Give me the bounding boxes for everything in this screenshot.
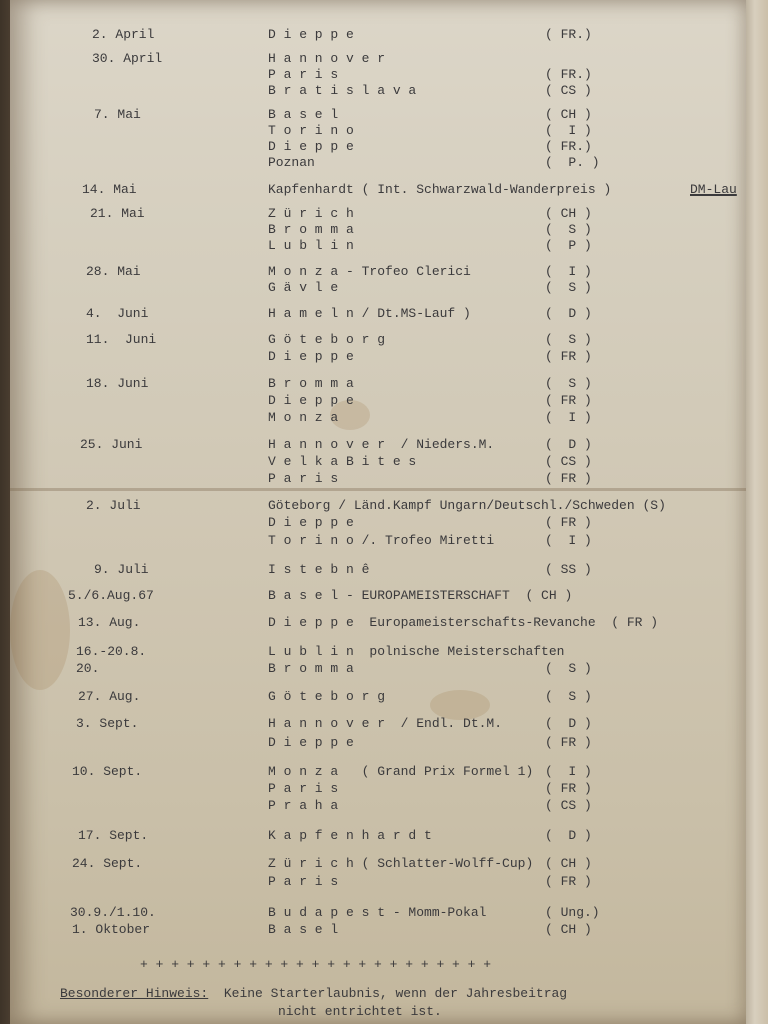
schedule-entry — [10, 561, 746, 579]
entry-place: P a r i s — [268, 67, 339, 82]
entry-country-code: ( S ) — [545, 222, 592, 237]
page-edge — [746, 0, 768, 1024]
entry-country-code: ( I ) — [545, 410, 592, 425]
entry-date: 30.9./1.10. — [70, 905, 156, 920]
entry-place: Göteborg / Länd.Kampf Ungarn/Deutschl./Schweden (S) — [268, 498, 666, 513]
entry-place: G ö t e b o r g — [268, 332, 386, 347]
entry-country-code: ( FR.) — [545, 67, 592, 82]
typewritten-page — [10, 0, 746, 1024]
schedule-entry — [10, 921, 746, 939]
schedule-entry — [10, 453, 746, 471]
entry-country-code: ( CH ) — [545, 856, 592, 871]
entry-place: B a s e l — [268, 107, 339, 122]
entry-place: Z ü r i c h ( Schlatter-Wolff-Cup) — [268, 856, 534, 871]
schedule-entry — [10, 392, 746, 410]
entry-country-code: ( S ) — [545, 376, 592, 391]
entry-date: 17. Sept. — [78, 828, 149, 843]
entry-place: D i e p p e — [268, 515, 354, 530]
entry-country-code: ( P. ) — [545, 155, 600, 170]
entry-date: 10. Sept. — [72, 764, 143, 779]
entry-place: M o n z a ( Grand Prix Formel 1) — [268, 764, 534, 779]
entry-place: D i e p p e — [268, 349, 354, 364]
entry-date: 24. Sept. — [72, 856, 143, 871]
entry-place: P r a h a — [268, 798, 339, 813]
entry-date: 2. Juli — [86, 498, 141, 513]
entry-date: 21. Mai — [90, 206, 145, 221]
note-label: Besonderer Hinweis: — [60, 986, 209, 1001]
entry-place: P a r i s — [268, 874, 339, 889]
entry-place: D i e p p e — [268, 735, 354, 750]
schedule-entry — [10, 734, 746, 752]
entry-place: H a n n o v e r — [268, 51, 386, 66]
entry-country-code: ( FR ) — [545, 874, 592, 889]
schedule-entry — [10, 715, 746, 733]
entry-place: M o n z a — [268, 410, 339, 425]
schedule-entry — [10, 763, 746, 781]
entry-place: I s t e b n ê — [268, 562, 370, 577]
schedule-entry — [10, 436, 746, 454]
schedule-entry — [10, 82, 746, 100]
entry-country-code: DM-Lau — [690, 182, 737, 197]
entry-country-code: ( D ) — [545, 437, 592, 452]
entry-place: T o r i n o /. Trofeo Miretti — [268, 533, 495, 548]
schedule-entry — [10, 305, 746, 323]
entry-date: 16.-20.8. — [76, 644, 147, 659]
entry-country-code: ( FR.) — [545, 27, 592, 42]
note-line-1: Keine Starterlaubnis, wenn der Jahresbeitrag — [223, 986, 568, 1001]
entry-place: B a s e l - EUROPAMEISTERSCHAFT ( CH ) — [268, 588, 573, 603]
entry-country-code: ( P ) — [545, 238, 592, 253]
entry-date: 25. Juni — [80, 437, 143, 452]
schedule-entry — [10, 375, 746, 393]
schedule-entry — [10, 279, 746, 297]
entry-country-code: ( FR.) — [545, 139, 592, 154]
entry-place: D i e p p e — [268, 139, 354, 154]
page-fold — [10, 488, 746, 491]
entry-date: 27. Aug. — [78, 689, 141, 704]
entry-place: K a p f e n h a r d t — [268, 828, 432, 843]
entry-country-code: ( CS ) — [545, 454, 592, 469]
schedule-entry — [10, 470, 746, 488]
entry-place: B r o m m a — [268, 222, 354, 237]
schedule-entry — [10, 532, 746, 550]
entry-date: 28. Mai — [86, 264, 141, 279]
entry-place: G ö t e b o r g — [268, 689, 386, 704]
entry-place: L u b l i n polnische Meisterschaften — [268, 644, 565, 659]
entry-place: P a r i s — [268, 781, 339, 796]
entry-country-code: ( SS ) — [545, 562, 592, 577]
entry-place: B u d a p e s t - Momm-Pokal — [268, 905, 487, 920]
entry-date: 4. Juni — [86, 306, 149, 321]
entry-country-code: ( CH ) — [545, 206, 592, 221]
entry-country-code: ( FR ) — [545, 393, 592, 408]
schedule-entry — [10, 643, 746, 661]
entry-place: B r o m m a — [268, 661, 354, 676]
entry-country-code: ( FR ) — [545, 515, 592, 530]
entry-date: 7. Mai — [94, 107, 141, 122]
schedule-entry — [10, 409, 746, 427]
entry-place: H a m e l n / Dt.MS-Lauf ) — [268, 306, 471, 321]
entry-date: 2. April — [92, 27, 155, 42]
entry-date: 13. Aug. — [78, 615, 141, 630]
schedule-entry — [10, 873, 746, 891]
entry-country-code: ( FR ) — [545, 735, 592, 750]
separator-stars: + + + + + + + + + + + + + + + + + + + + + + + — [140, 957, 492, 972]
schedule-entry — [10, 154, 746, 172]
entry-place: P a r i s — [268, 471, 339, 486]
schedule-entry — [10, 827, 746, 845]
entry-date: 5./6.Aug.67 — [68, 588, 154, 603]
special-note — [60, 985, 567, 1021]
entry-date: 30. April — [92, 51, 163, 66]
entry-place: G ä v l e — [268, 280, 339, 295]
entry-date: 3. Sept. — [76, 716, 139, 731]
entry-place: B r a t i s l a v a — [268, 83, 417, 98]
schedule-entry — [10, 855, 746, 873]
entry-date: 11. Juni — [86, 332, 157, 347]
entry-place: H a n n o v e r / Nieders.M. — [268, 437, 495, 452]
schedule-entry — [10, 780, 746, 798]
schedule-entry — [10, 514, 746, 532]
schedule-entry — [10, 660, 746, 678]
entry-place: B a s e l — [268, 922, 339, 937]
schedule-entry — [10, 497, 746, 515]
entry-place: B r o m m a — [268, 376, 354, 391]
schedule-entry — [10, 26, 746, 44]
entry-country-code: ( D ) — [545, 716, 592, 731]
entry-country-code: ( S ) — [545, 280, 592, 295]
entry-place: Z ü r i c h — [268, 206, 354, 221]
entry-country-code: ( Ung.) — [545, 905, 600, 920]
entry-date: 20. — [76, 661, 100, 676]
entry-country-code: ( FR ) — [545, 781, 592, 796]
entry-date: 1. Oktober — [72, 922, 151, 937]
schedule-entry — [10, 587, 746, 605]
schedule-entry — [10, 237, 746, 255]
entry-country-code: ( CS ) — [545, 83, 592, 98]
entry-place: D i e p p e — [268, 27, 354, 42]
entry-date: 18. Juni — [86, 376, 149, 391]
entry-place: H a n n o v e r / Endl. Dt.M. — [268, 716, 503, 731]
schedule-entry — [10, 614, 746, 632]
entry-country-code: ( D ) — [545, 828, 592, 843]
entry-place: T o r i n o — [268, 123, 354, 138]
schedule-entry — [10, 331, 746, 349]
entry-country-code: ( FR ) — [545, 349, 592, 364]
entry-country-code: ( I ) — [545, 123, 592, 138]
note-line-2: nicht entrichtet ist. — [278, 1004, 442, 1019]
entry-place: L u b l i n — [268, 238, 354, 253]
entry-country-code: ( D ) — [545, 306, 592, 321]
schedule-entry — [10, 904, 746, 922]
entry-place: V e l k a B i t e s — [268, 454, 417, 469]
schedule-entry — [10, 348, 746, 366]
entry-place: Poznan — [268, 155, 315, 170]
entry-country-code: ( I ) — [545, 533, 592, 548]
entry-country-code: ( I ) — [545, 764, 592, 779]
entry-country-code: ( I ) — [545, 264, 592, 279]
schedule-entry — [10, 181, 746, 199]
schedule-entry — [10, 688, 746, 706]
entry-country-code: ( S ) — [545, 332, 592, 347]
entry-place: D i e p p e — [268, 393, 354, 408]
entry-country-code: ( FR ) — [545, 471, 592, 486]
entry-country-code: ( CS ) — [545, 798, 592, 813]
entry-place: D i e p p e Europameisterschafts-Revanche ( FR ) — [268, 615, 659, 630]
entry-place: Kapfenhardt ( Int. Schwarzwald-Wanderpreis ) — [268, 182, 612, 197]
entry-country-code: ( S ) — [545, 689, 592, 704]
entry-date: 9. Juli — [94, 562, 149, 577]
entry-country-code: ( S ) — [545, 661, 592, 676]
entry-place: M o n z a - Trofeo Clerici — [268, 264, 471, 279]
entry-country-code: ( CH ) — [545, 922, 592, 937]
entry-date: 14. Mai — [82, 182, 137, 197]
entry-country-code: ( CH ) — [545, 107, 592, 122]
schedule-entry — [10, 797, 746, 815]
